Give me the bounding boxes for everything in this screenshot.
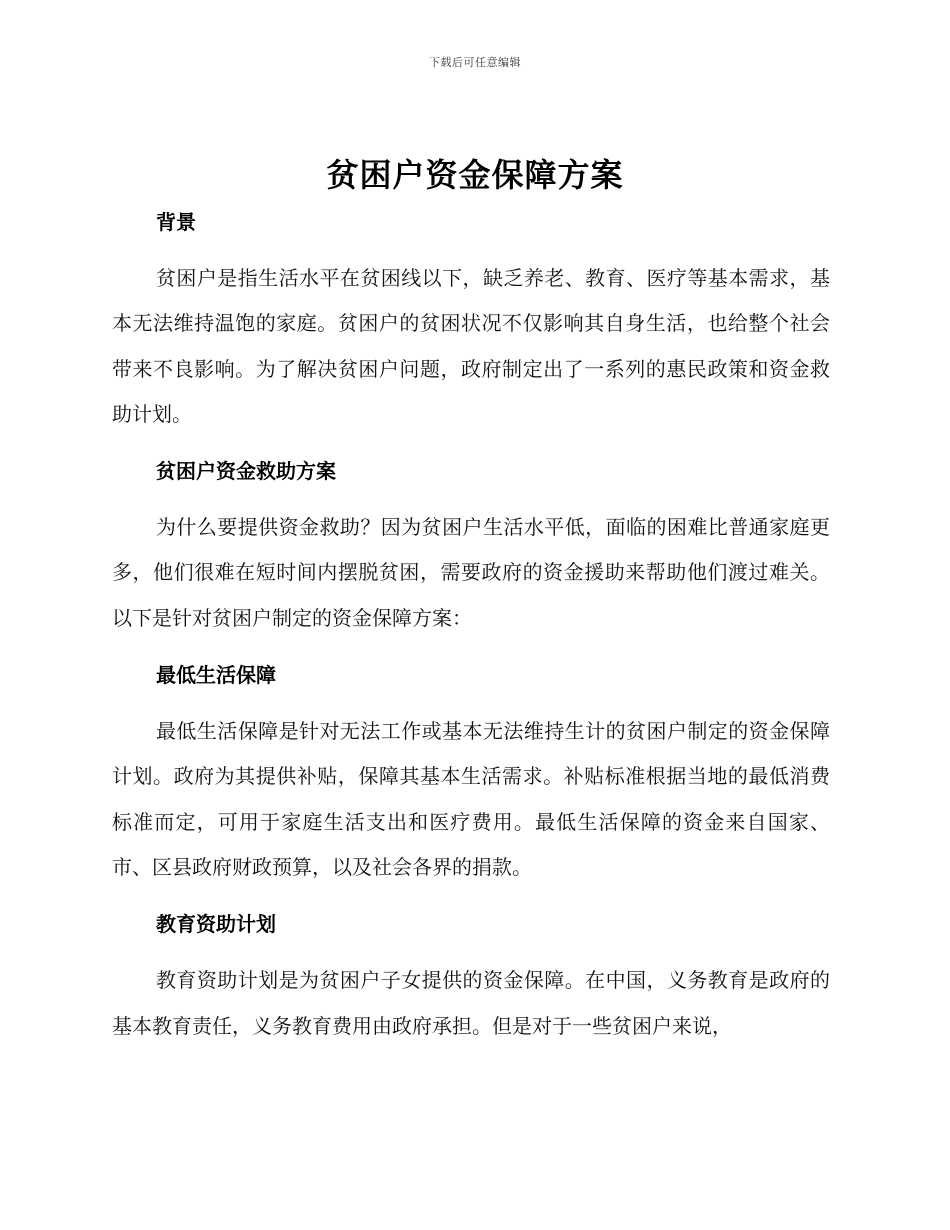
document-body	[112, 200, 830, 1049]
paragraph-minimum-living: 最低生活保障是针对无法工作或基本无法维持生计的贫困户制定的资金保障计划。政府为其提供补贴，保障其基本生活需求。补贴标准根据当地的最低消费标准而定，可用于家庭生活支出和医疗费用。最低生活保障的资金来自国家、市、区县政府财政预算，以及社会各界的捐款。	[112, 719, 830, 879]
paragraph-background: 贫困户是指生活水平在贫困线以下，缺乏养老、教育、医疗等基本需求，基本无法维持温饱的家庭。贫困户的贫困状况不仅影响其自身生活，也给整个社会带来不良影响。为了解决贫困户问题，政府制定出了一系列的惠民政策和资金救助计划。	[112, 266, 830, 426]
section-heading-minimum-living: 最低生活保障	[156, 663, 276, 688]
section-heading-aid-plan: 贫困户资金救助方案	[156, 459, 336, 484]
section-heading-background: 背景	[156, 210, 196, 234]
paragraph-aid-plan: 为什么要提供资金救助？因为贫困户生活水平低，面临的困难比普通家庭更多，他们很难在短时间内摆脱贫困，需要政府的资金援助来帮助他们渡过难关。以下是针对贫困户制定的资金保障方案：	[112, 515, 830, 630]
paragraph-education-aid: 教育资助计划是为贫困户子女提供的资金保障。在中国，义务教育是政府的基本教育责任，义务教育费用由政府承担。但是对于一些贫困户来说，	[112, 968, 830, 1038]
document-title: 贫困户资金保障方案	[326, 156, 624, 194]
section-heading-education-aid: 教育资助计划	[156, 912, 276, 937]
header-note: 下载后可任意编辑	[429, 56, 521, 69]
